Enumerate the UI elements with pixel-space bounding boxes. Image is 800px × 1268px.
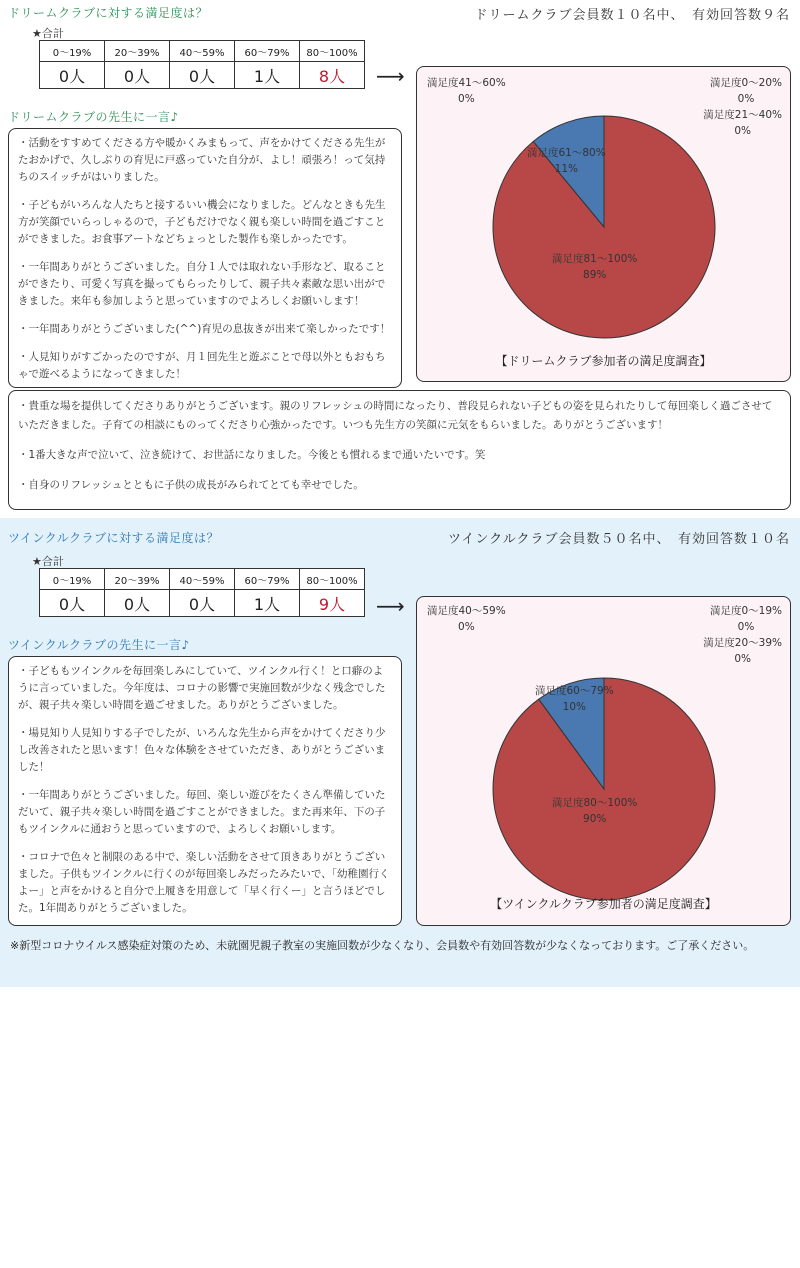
table-cell: 0人: [40, 590, 105, 617]
dream-comment-box: [8, 128, 402, 388]
pie-label: 満足度61～80% 11%: [527, 147, 606, 175]
comment-text: ・場見知り人見知りする子でしたが、いろんな先生から声をかけてくださり少し改善されたと思います！色々な体験をさせていただき、ありがとうございました！: [18, 727, 386, 773]
comment-text: ・子どもがいろんな人たちと接するいい機会になりました。どんなときも先生方が笑顔でいらっしゃるので，子どもだけでなく親も楽しい時間を過ごすことができました。お食事アートなどちょっとした製作も楽しかったです。: [18, 199, 386, 245]
table-cell: 9人: [300, 590, 365, 617]
pie-label: 満足度60～79% 10%: [535, 685, 614, 713]
comment-text: ・一年間ありがとうございました。毎回、楽しい遊びをたくさん準備していただいて、親子共々楽しい時間を過ごすことができました。また再来年、下の子もツインクルに通おうと思っていますので、よろしくお願いします。: [18, 789, 386, 835]
twinkle-comment-box: [8, 656, 402, 926]
dream-comment-title: ドリームクラブの先生に一言♪: [8, 110, 179, 124]
table-cell: 0人: [170, 62, 235, 89]
pie-label: 満足度81～100% 89%: [552, 253, 638, 281]
table-header: 40～59%: [170, 41, 235, 62]
pie-label: 満足度20～39% 0%: [703, 637, 782, 665]
dream-satisfaction-title: ドリームクラブに対する満足度は？: [8, 6, 209, 20]
table-cell: 0人: [105, 62, 170, 89]
dream-satisfaction-table: [39, 40, 365, 89]
table-header: 20～39%: [105, 41, 170, 62]
table-header: 20～39%: [105, 569, 170, 590]
table-cell: 0人: [40, 62, 105, 89]
comment-text: ・一年間ありがとうございました(^^)育児の息抜きが出来て楽しかったです！: [18, 323, 391, 335]
pie-label: 満足度40～59% 0%: [427, 605, 506, 633]
comment-text: ・人見知りがすごかったのですが、月１回先生と遊ぶことで母以外ともおもちゃで遊べるようになってきました！: [18, 351, 386, 380]
table-cell: 8人: [300, 62, 365, 89]
chart-title: 【ドリームクラブ参加者の満足度調査】: [495, 354, 712, 368]
table-header: 0～19%: [40, 41, 105, 62]
twinkle-club-section: [0, 518, 800, 987]
twinkle-pie-chart-panel: [416, 596, 791, 926]
dream-total-label: ★合計: [32, 27, 64, 40]
comment-text: ・コロナで色々と制限のある中で、楽しい活動をさせて頂きありがとうございました。子供もツインクルに行くのが毎回楽しみだったみたいで、「幼稚園行くよー」と声をかけると自分で上履きを用意して「早く行くー」と言うほどでした。1年間ありがとうございました。: [18, 851, 390, 914]
table-cell: 0人: [170, 590, 235, 617]
comment-text: ・活動をすすめてくださる方や暖かくみまもって、声をかけてくださる先生がたおかげで、久しぶりの育児に戸惑っていた自分が、よし！頑張ろ！って気持ちのスイッチがはいりました。: [18, 137, 386, 183]
table-cell: 1人: [235, 590, 300, 617]
twinkle-total-label: ★合計: [32, 555, 64, 568]
dream-comment-box-wide: [8, 390, 791, 510]
pie-label: 満足度21～40% 0%: [703, 109, 782, 137]
pie-label: 満足度0～20% 0%: [709, 77, 782, 105]
comment-text: ・自身のリフレッシュとともに子供の成長がみられてとても幸せでした。: [18, 479, 364, 491]
table-header: 60～79%: [235, 41, 300, 62]
pie-label: 満足度0～19% 0%: [709, 605, 782, 633]
dream-club-section: [0, 0, 800, 518]
twinkle-satisfaction-title: ツインクルクラブに対する満足度は？: [8, 531, 220, 545]
table-cell: 1人: [235, 62, 300, 89]
comment-text: ・子どももツインクルを毎回楽しみにしていて、ツインクル行く！と口癖のように言っていました。今年度は、コロナの影響で実施回数が少なく残念でしたが、親子共々楽しい時間を過ごせました。ありがとうございました。: [18, 665, 386, 711]
comment-text: ・貴重な場を提供してくださりありがとうございます。親のリフレッシュの時間になったり、普段見られない子どもの姿を見られたりして毎回楽しく過ごさせていただきました。子育ての相談にものってくださり心強かったです。いつも先生方の笑顔に元気をもらいました。ありがとうございます！: [18, 400, 773, 431]
twinkle-satisfaction-table: [39, 568, 365, 617]
comment-text: ・一年間ありがとうございました。自分１人では取れない手形など、取ることができたり、可愛く写真を撮ってもらったりして、親子共々素敵な思い出ができました。来年も参加しようと思っていますのでよろしくお願いします！: [18, 261, 386, 307]
table-cell: 0人: [105, 590, 170, 617]
table-header: 40～59%: [170, 569, 235, 590]
pie-label: 満足度80～100% 90%: [552, 797, 638, 825]
dream-member-info: ドリームクラブ会員数１０名中、 有効回答数９名: [474, 8, 790, 23]
table-header: 80～100%: [300, 41, 365, 62]
covid-note: ※新型コロナウイルス感染症対策のため、未就園児親子教室の実施回数が少なくなり、会員数や有効回答数が少なくなっております。ご了承ください。: [10, 939, 755, 952]
arrow-right-icon: ⟶: [376, 594, 405, 618]
table-header: 80～100%: [300, 569, 365, 590]
dream-pie-chart-panel: [416, 66, 791, 382]
twinkle-member-info: ツインクルクラブ会員数５０名中、 有効回答数１０名: [448, 532, 790, 547]
pie-label: 満足度41～60% 0%: [427, 77, 506, 105]
arrow-right-icon: ⟶: [376, 64, 405, 88]
twinkle-comment-title: ツインクルクラブの先生に一言♪: [8, 638, 190, 652]
table-header: 0～19%: [40, 569, 105, 590]
chart-title: 【ツインクルクラブ参加者の満足度調査】: [490, 897, 717, 911]
table-header: 60～79%: [235, 569, 300, 590]
comment-text: ・1番大きな声で泣いて、泣き続けて、お世話になりました。今後とも慣れるまで通いたいです。笑: [18, 449, 486, 461]
